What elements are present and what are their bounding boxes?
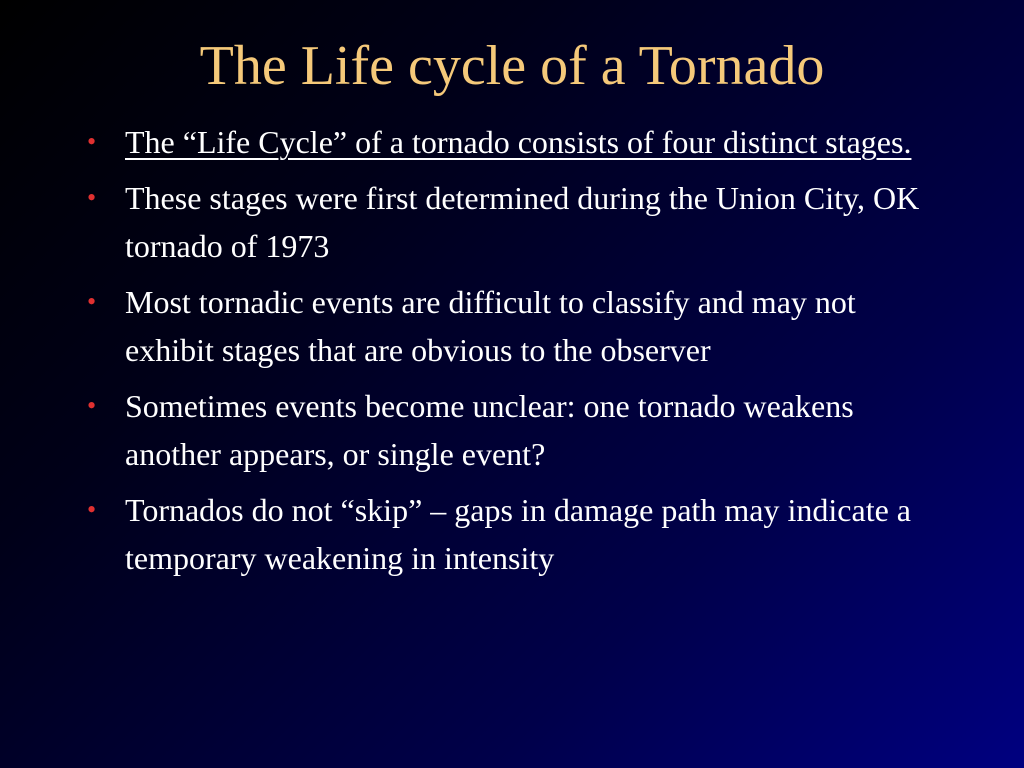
bullet-item bbox=[82, 174, 922, 270]
bullet-icon: • bbox=[87, 183, 97, 212]
bullet-item bbox=[82, 118, 922, 166]
bullet-text: Most tornadic events are difficult to classify and may not exhibit stages that are obvious to the observer bbox=[125, 284, 856, 368]
slide-title: The Life cycle of a Tornado bbox=[199, 35, 825, 97]
bullet-text: The “Life Cycle” of a tornado consists of four distinct stages. bbox=[125, 124, 912, 160]
bullet-item bbox=[82, 382, 922, 478]
bullet-text: These stages were first determined during the Union City, OK tornado of 1973 bbox=[125, 180, 920, 264]
bullet-icon: • bbox=[87, 391, 97, 420]
bullet-list bbox=[82, 118, 922, 590]
bullet-icon: • bbox=[87, 495, 97, 524]
bullet-icon: • bbox=[87, 127, 97, 156]
bullet-item bbox=[82, 486, 922, 582]
bullet-item bbox=[82, 278, 922, 374]
bullet-text: Tornados do not “skip” – gaps in damage path may indicate a temporary weakening in intensity bbox=[125, 492, 911, 576]
bullet-icon: • bbox=[87, 287, 97, 316]
bullet-text: Sometimes events become unclear: one tornado weakens another appears, or single event? bbox=[125, 388, 854, 472]
